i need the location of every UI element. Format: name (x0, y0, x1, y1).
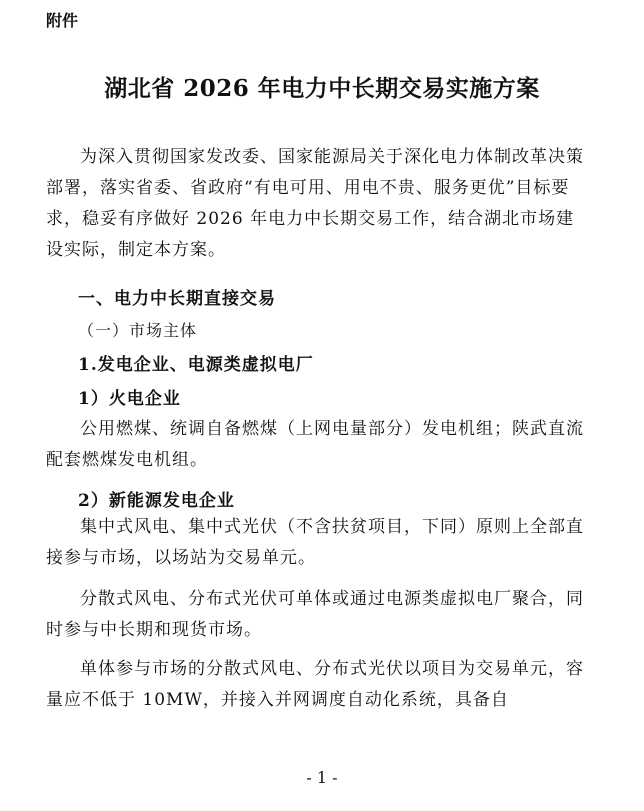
item-heading-1-1: 1）火电企业 (78, 389, 181, 409)
subsection-heading-1: （一）市场主体 (78, 321, 198, 340)
paragraph-thermal: 公用燃煤、统调自备燃煤（上网电量部分）发电机组；陕武直流配套燃煤发电机组。 (46, 419, 584, 470)
page-number: - 1 - (306, 768, 338, 787)
item-heading-1: 1.发电企业、电源类虚拟电厂 (78, 355, 314, 375)
attachment-label: 附件 (46, 11, 79, 30)
paragraph-single-unit: 单体参与市场的分散式风电、分布式光伏以项目为交易单元，容量应不低于 10MW，并接入并网调度自动化系统，具备自 (46, 659, 584, 710)
intro-paragraph: 为深入贯彻国家发改委、国家能源局关于深化电力体制改革决策部署，落实省委、省政府“有电可用、用电不贵、服务更优”目标要求，稳妥有序做好 2026 年电力中长期交易工作，结合湖北市场建设实际，制定本方案。 (46, 147, 584, 260)
document-title: 湖北省 2026 年电力中长期交易实施方案 (104, 75, 540, 102)
section-heading-1: 一、电力中长期直接交易 (78, 289, 276, 309)
item-heading-1-2: 2）新能源发电企业 (78, 491, 235, 511)
paragraph-centralized: 集中式风电、集中式光伏（不含扶贫项目，下同）原则上全部直接参与市场，以场站为交易单元。 (46, 517, 584, 568)
paragraph-distributed: 分散式风电、分布式光伏可单体或通过电源类虚拟电厂聚合，同时参与中长期和现货市场。 (46, 589, 584, 640)
